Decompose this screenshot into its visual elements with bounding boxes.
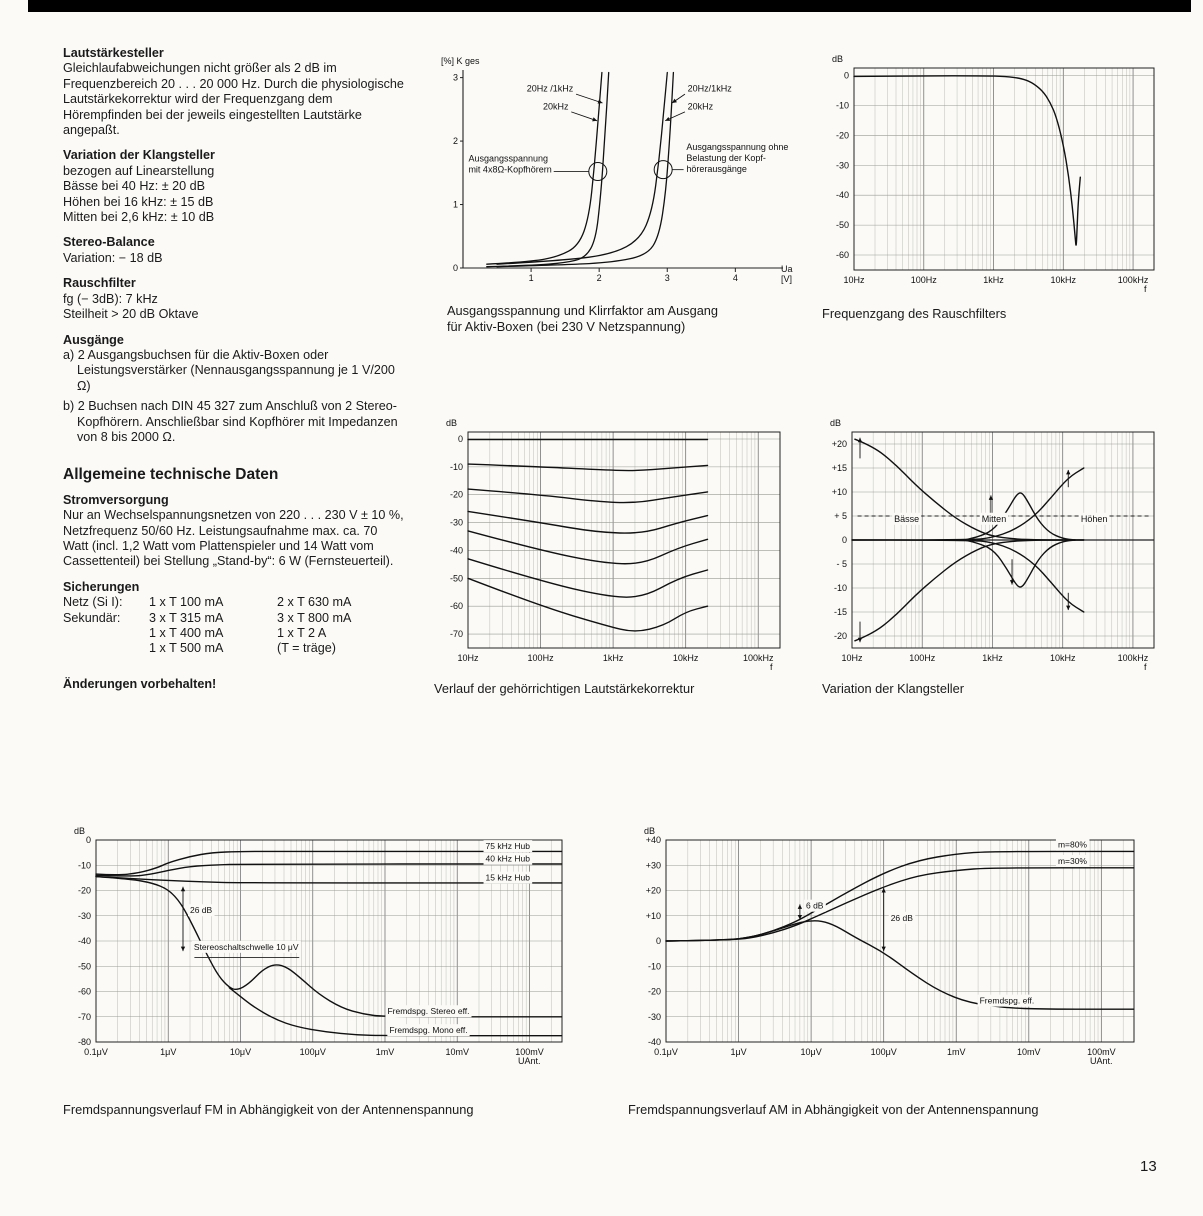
section-title-ausgaenge: Ausgänge [63,332,124,347]
svg-text:1kHz: 1kHz [602,653,624,663]
svg-text:-10: -10 [835,100,849,111]
section-title-stromversorgung: Stromversorgung [63,492,169,507]
fuse-cell: 1 x T 2 A [277,626,327,640]
svg-text:Ua: Ua [781,264,793,274]
caption-klangsteller: Variation der Klangsteller [822,681,965,696]
svg-text:+15: +15 [831,463,847,473]
svg-text:100kHz: 100kHz [742,653,774,663]
section-title-stereo-balance: Stereo-Balance [63,235,155,250]
svg-text:-40: -40 [449,545,463,556]
svg-text:1: 1 [528,273,534,283]
svg-text:0: 0 [841,535,847,545]
svg-text:Fremdspg. eff.: Fremdspg. eff. [979,995,1035,1006]
svg-text:-20: -20 [833,631,847,641]
svg-text:-15: -15 [833,607,847,617]
svg-text:100Hz: 100Hz [910,275,937,285]
main-heading-technische-daten: Allgemeine technische Daten [63,466,279,484]
svg-text:26 dB: 26 dB [890,912,913,923]
svg-text:26 dB: 26 dB [189,905,213,916]
fuse-cell: 3 x T 800 mA [277,610,352,625]
svg-text:+ 5: + 5 [834,511,847,521]
svg-text:Höhen: Höhen [1080,513,1108,524]
svg-text:10Hz: 10Hz [843,275,865,285]
fuse-cell: (T = träge) [277,641,336,656]
svg-text:-30: -30 [647,1011,661,1022]
chart-fremdspannung-am [628,826,1148,1070]
svg-text:15 kHz Hub: 15 kHz Hub [485,872,530,883]
fuse-cell: Netz (Si I): [63,595,123,610]
fuse-cell: Sekundär: [63,610,121,625]
page-number: 13 [1140,1158,1157,1175]
svg-text:dB: dB [74,826,86,836]
chart-klirrfaktor [437,50,795,298]
svg-text:3: 3 [452,72,458,83]
top-rule [28,0,1191,12]
svg-text:1kHz: 1kHz [982,653,1003,663]
svg-text:- 5: - 5 [836,559,847,569]
svg-text:-20: -20 [647,986,661,997]
section-title-rauschfilter: Rauschfilter [63,276,136,291]
svg-text:1kHz: 1kHz [983,275,1004,285]
svg-text:100μV: 100μV [870,1047,897,1057]
svg-text:100mV: 100mV [515,1047,544,1057]
svg-text:f: f [1144,662,1147,672]
svg-text:Bässe: Bässe [894,513,920,524]
svg-text:1mV: 1mV [946,1047,966,1057]
svg-text:-50: -50 [77,961,91,972]
svg-text:100μV: 100μV [299,1047,326,1057]
svg-text:UAnt.: UAnt. [1090,1056,1113,1066]
note-aenderungen: Änderungen vorbehalten! [63,676,217,691]
svg-text:0: 0 [452,263,458,273]
svg-text:1μV: 1μV [730,1047,747,1057]
svg-text:-10: -10 [833,583,847,593]
svg-text:f: f [770,662,773,672]
spec-line: Mitten bei 2,6 kHz: ± 10 dB [63,210,215,225]
svg-text:10kHz: 10kHz [672,653,699,663]
svg-text:dB: dB [830,418,842,428]
caption-klirrfaktor: Ausgangsspannung und Klirrfaktor am Ausgang für Aktiv-Boxen (bei 230 V Netzspannung) [447,303,719,334]
section-body-stromversorgung: Nur an Wechselspannungsnetzen von 220 . . . 230 V ± 10 %, Netzfrequenz 50/60 Hz. Leistungsaufnahme max. ca. 70 Watt (incl. 1,2 Watt vom Plattenspieler und 14 Watt vom Cassettenteil) bei Stellung „Stand-by“: 6 W (Fernsteuerteil). [63,508,404,569]
svg-text:-70: -70 [449,629,463,640]
svg-text:-40: -40 [77,936,91,946]
svg-text:6 dB: 6 dB [805,900,824,911]
spec-line: Variation: − 18 dB [63,250,163,265]
svg-text:+40: +40 [645,835,661,845]
section-title-klangsteller: Variation der Klangsteller [63,148,215,163]
svg-text:f: f [1144,284,1147,294]
svg-text:-40: -40 [835,190,849,201]
svg-text:-60: -60 [77,986,91,997]
section-body-lautstaerkesteller: Gleichlaufabweichungen nicht größer als 2 dB im Frequenzbereich 20 . . . 20 000 Hz. Durch die physiologische Lautstärkekorrektur wird der Frequenzgang dem Hörempfinden bei der jeweils eingestellten Lautstärke angepaßt. [63,61,404,138]
svg-text:-10: -10 [647,961,661,972]
svg-text:Stereoschaltschwelle 10 μV: Stereoschaltschwelle 10 μV [193,941,299,952]
svg-text:100kHz: 100kHz [1117,653,1149,663]
svg-text:20kHz: 20kHz [687,101,714,112]
svg-text:10Hz: 10Hz [457,653,479,663]
svg-text:10kHz: 10kHz [1049,653,1076,663]
svg-text:1mV: 1mV [375,1047,395,1057]
chart-lautstaerkekorrektur [432,414,794,676]
svg-text:1: 1 [452,199,458,210]
fuse-cell: 1 x T 400 mA [149,626,224,640]
svg-text:-10: -10 [77,860,91,871]
svg-text:[%] K ges: [%] K ges [441,56,480,66]
svg-text:2: 2 [452,136,458,147]
svg-text:2: 2 [596,273,602,283]
svg-text:+10: +10 [645,910,661,921]
svg-text:10Hz: 10Hz [841,653,863,663]
svg-text:0: 0 [85,835,91,845]
svg-text:-50: -50 [835,220,849,231]
svg-text:10kHz: 10kHz [1050,275,1077,285]
svg-text:dB: dB [644,826,656,836]
spec-line: fg (− 3dB): 7 kHz [63,291,158,306]
svg-text:10mV: 10mV [445,1047,469,1057]
fuse-cell [63,626,149,641]
fuse-table [63,595,405,657]
svg-text:75 kHz Hub: 75 kHz Hub [485,841,530,852]
caption-fremdspannung-fm: Fremdspannungsverlauf FM in Abhängigkeit von der Antennenspannung [63,1102,474,1117]
svg-text:m=80%: m=80% [1057,839,1088,850]
fuse-cell: 1 x T 500 mA [149,641,224,656]
svg-text:+20: +20 [645,885,661,896]
svg-text:-50: -50 [449,573,463,584]
svg-text:0: 0 [655,936,661,946]
left-column [63,46,405,692]
svg-text:-30: -30 [835,160,849,171]
fuse-cell: 2 x T 630 mA [277,595,352,610]
svg-text:m=30%: m=30% [1057,855,1088,866]
svg-text:[V]: [V] [781,274,793,284]
svg-text:10μV: 10μV [800,1047,822,1057]
svg-text:Fremdspg. Stereo eff.: Fremdspg. Stereo eff. [387,1006,470,1017]
fuse-cell: 3 x T 315 mA [149,610,224,625]
svg-text:dB: dB [446,418,458,428]
svg-text:Ausgangsspannung ohneBelastung: Ausgangsspannung ohne Belastung der Kopf-hörerausgänge [686,141,789,174]
svg-text:+30: +30 [645,860,661,871]
svg-text:100mV: 100mV [1087,1047,1116,1057]
svg-text:20Hz /1kHz: 20Hz /1kHz [526,83,574,94]
svg-text:Fremdspg. Mono eff.: Fremdspg. Mono eff. [389,1025,468,1036]
svg-text:-20: -20 [449,489,463,500]
svg-text:0.1μV: 0.1μV [84,1047,108,1057]
section-title-lautstaerkesteller: Lautstärkesteller [63,46,164,60]
svg-text:UAnt.: UAnt. [518,1056,541,1066]
svg-text:-70: -70 [77,1011,91,1022]
svg-text:10mV: 10mV [1017,1047,1041,1057]
svg-text:-40: -40 [647,1037,661,1047]
svg-text:4: 4 [732,273,738,283]
chart-rauschfilter [818,50,1168,298]
svg-text:-30: -30 [77,910,91,921]
chart-klangsteller [816,414,1168,676]
spec-line: Steilheit > 20 dB Oktave [63,307,199,322]
svg-text:-80: -80 [77,1037,91,1047]
svg-text:+20: +20 [831,439,847,449]
svg-text:-20: -20 [77,885,91,896]
svg-text:10μV: 10μV [229,1047,252,1057]
fuse-cell: 1 x T 100 mA [149,595,224,610]
svg-text:-60: -60 [449,601,463,612]
svg-text:Mitten: Mitten [981,513,1007,524]
section-title-sicherungen: Sicherungen [63,579,140,594]
svg-text:0: 0 [457,433,463,444]
spec-line: Höhen bei 16 kHz: ± 15 dB [63,194,214,209]
svg-text:-30: -30 [449,517,463,528]
svg-text:1μV: 1μV [160,1047,177,1057]
caption-fremdspannung-am: Fremdspannungsverlauf AM in Abhängigkeit von der Antennenspannung [628,1102,1039,1117]
svg-text:40 kHz Hub: 40 kHz Hub [485,853,530,864]
svg-text:3: 3 [664,273,670,283]
caption-lautstaerkekorrektur: Verlauf der gehörrichtigen Lautstärkekorrektur [434,681,695,696]
svg-text:100kHz: 100kHz [1117,275,1149,285]
svg-text:20Hz/1kHz: 20Hz/1kHz [687,83,732,94]
spec-line: bezogen auf Linearstellung [63,163,215,178]
svg-text:-60: -60 [835,250,849,261]
output-item-a: a) 2 Ausgangsbuchsen für die Aktiv-Boxen oder Leistungsverstärker (Nennausgangsspannung je 1 V/200 Ω) [63,347,395,393]
spec-line: Bässe bei 40 Hz: ± 20 dB [63,179,206,194]
fuse-cell [63,641,149,656]
caption-rauschfilter: Frequenzgang des Rauschfilters [822,306,1007,321]
svg-text:0: 0 [843,70,849,81]
svg-text:20kHz: 20kHz [543,101,569,112]
chart-fremdspannung-fm [60,826,576,1070]
svg-text:-20: -20 [835,130,849,141]
svg-text:+10: +10 [831,487,847,497]
svg-text:100Hz: 100Hz [909,653,936,663]
svg-text:-10: -10 [449,461,463,472]
output-item-b: b) 2 Buchsen nach DIN 45 327 zum Anschluß von 2 Stereo-Kopfhörern. Anschließbar sind Kopfhörer mit Impedanzen von 8 bis 2000 Ω. [63,399,398,444]
svg-text:dB: dB [832,54,844,64]
svg-text:100Hz: 100Hz [527,653,554,663]
svg-text:0.1μV: 0.1μV [654,1047,678,1057]
svg-text:Ausgangsspannungmit 4x8Ω-Kopfh: Ausgangsspannung mit 4x8Ω-Kopfhörern [468,153,552,175]
